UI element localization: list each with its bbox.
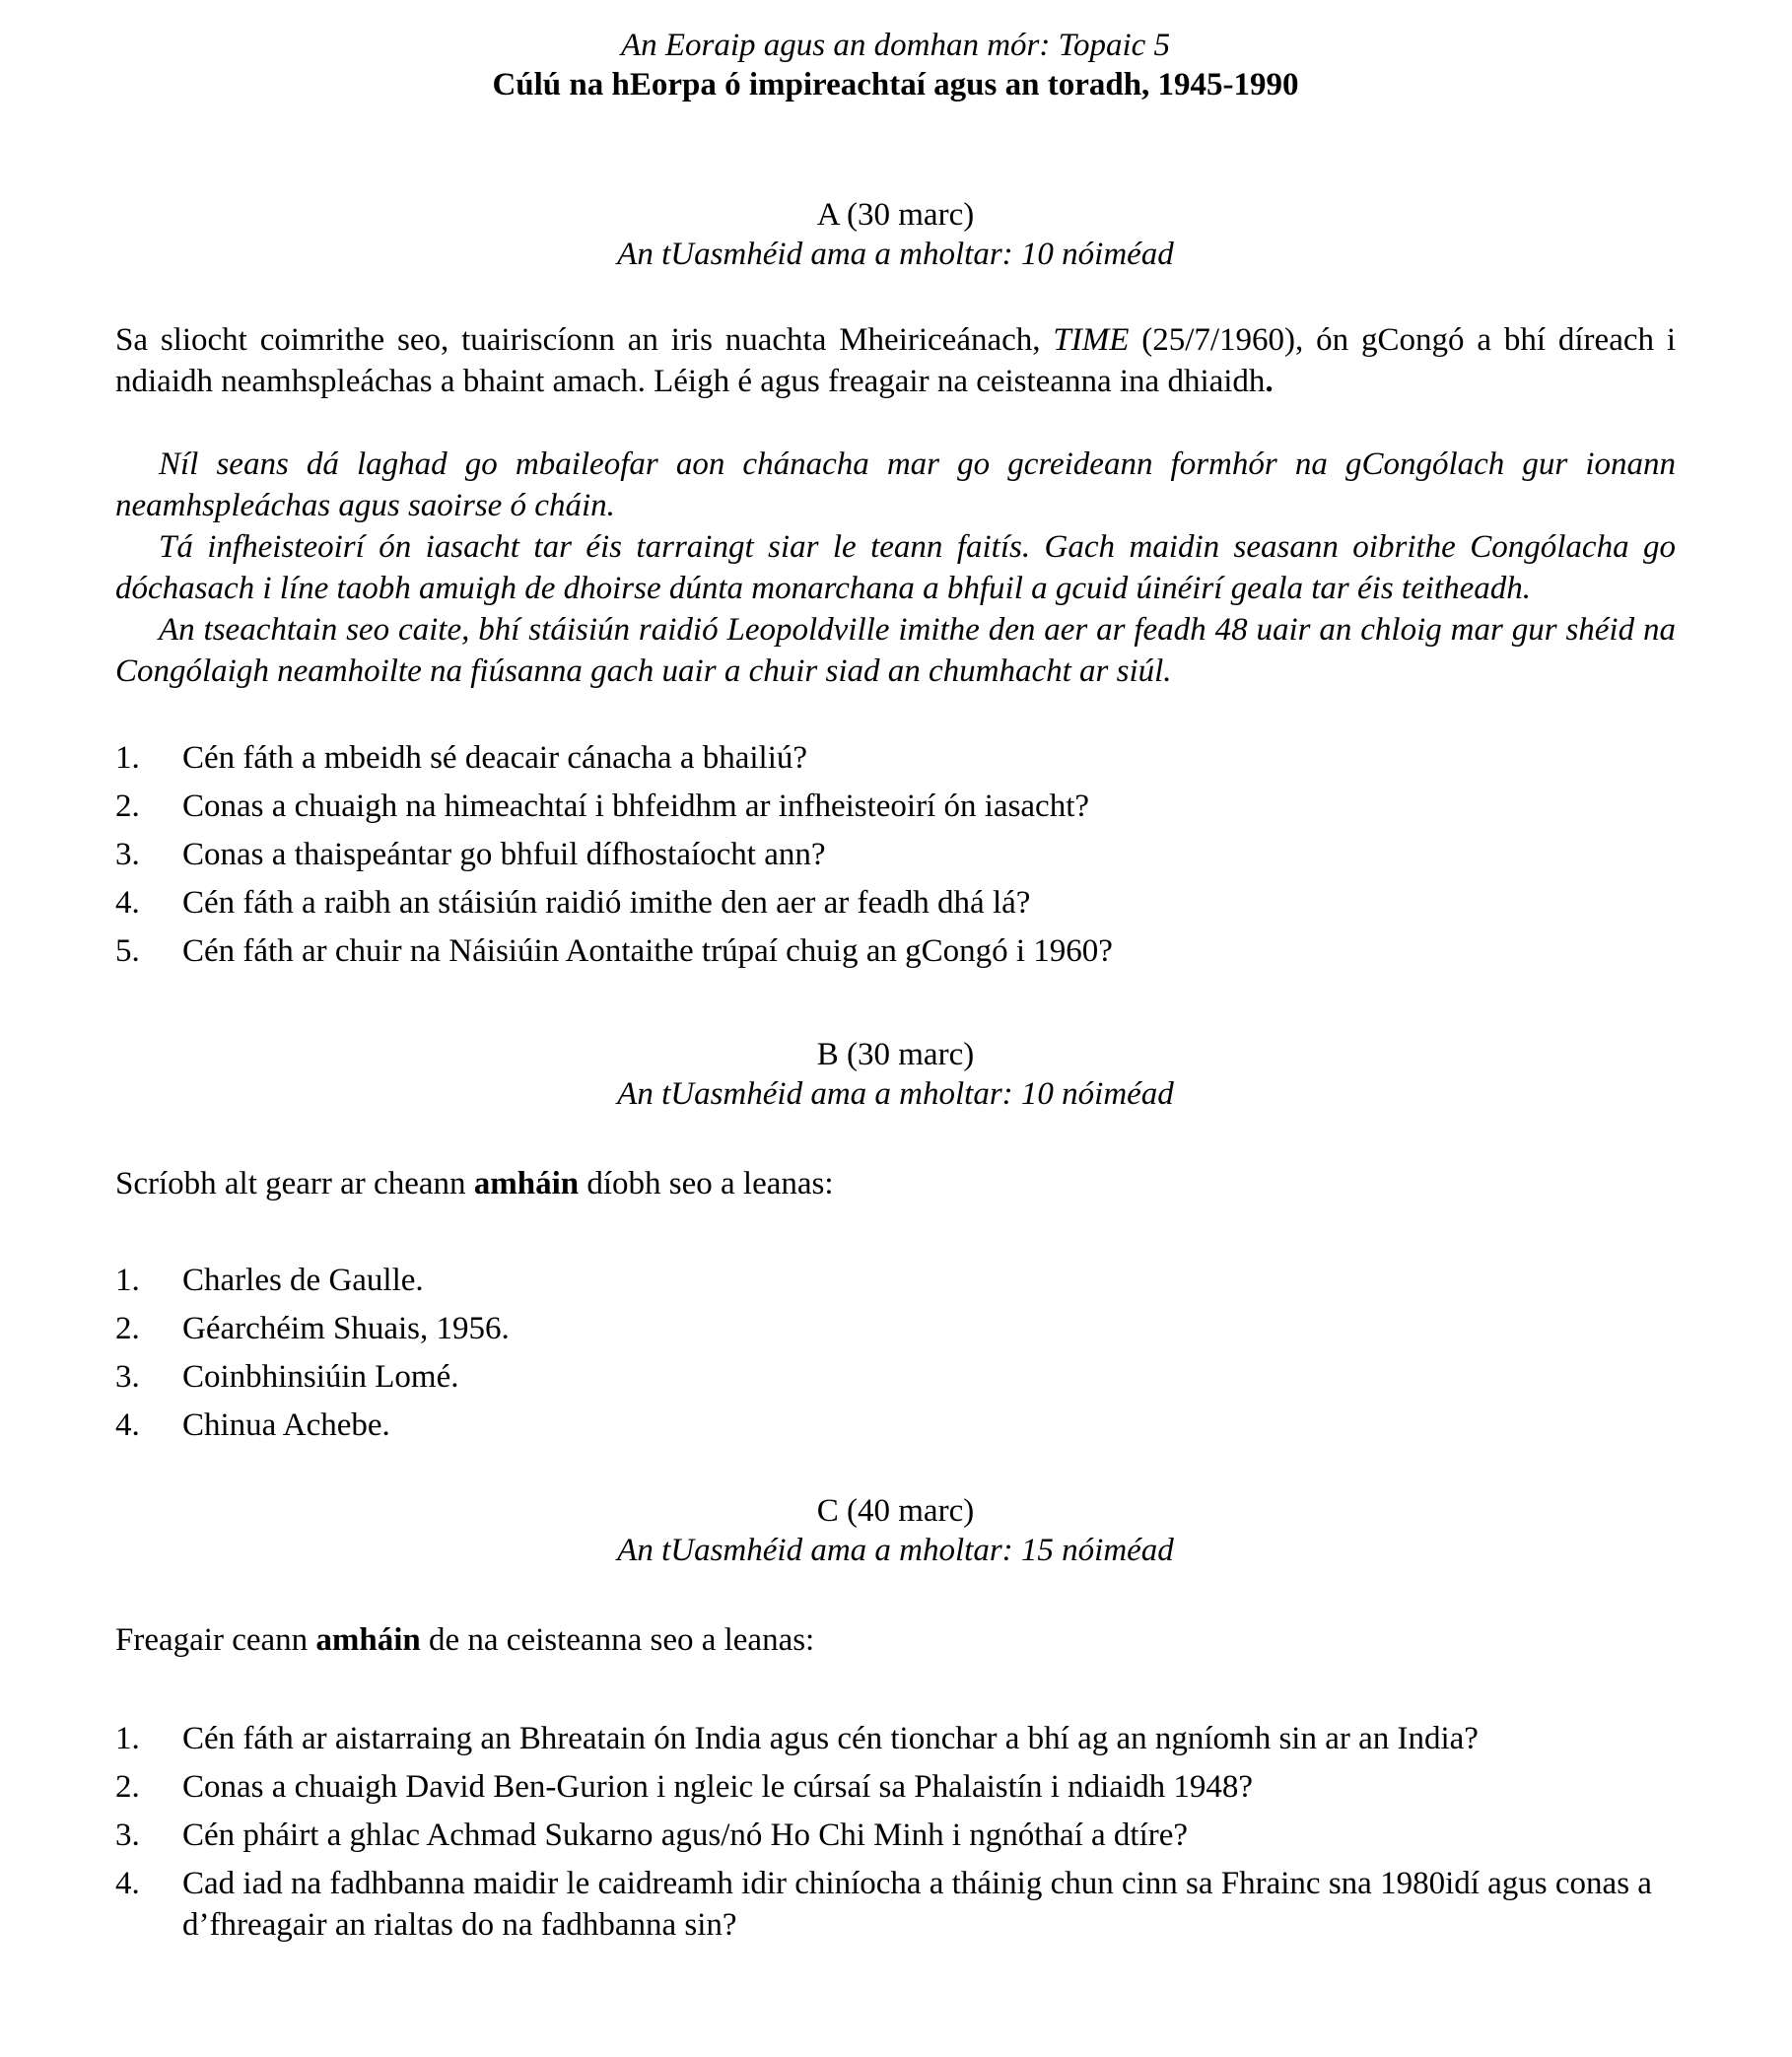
question-text: Cad iad na fadhbanna maidir le caidreamh idir chiníocha a tháinig chun cinn sa Fhrainc sna 1980idí agus conas a d’fhreagair an rialtas do na fadhbanna sin? — [182, 1866, 1652, 1943]
intro-text-3: ón gCongó a bhí díreach i ndiaidh neamhspleáchas a bhaint amach. Léigh é agus freagair na ceisteanna ina dhiaidh — [115, 322, 1677, 399]
section-a-intro — [115, 319, 1676, 402]
question-text: Conas a thaispeántar go bhfuil dífhostaíocht ann? — [182, 837, 826, 872]
question-text: Cén fáth a raibh an stáisiún raidió imithe den aer ar feadh dhá lá? — [182, 885, 1031, 921]
question-row — [115, 737, 1676, 779]
section-c-questions — [115, 1718, 1676, 1946]
topic-text: Chinua Achebe. — [182, 1407, 390, 1443]
section-b-heading: B (30 marc) — [816, 1037, 975, 1072]
title-subject-line: Cúlú na hEorpa ó impireachtaí agus an toradh, 1945-1990 — [492, 67, 1299, 103]
question-row — [115, 1718, 1676, 1759]
topic-number: 1. — [115, 1263, 140, 1298]
topic-row — [115, 1356, 1676, 1398]
instruction-text-1: Freagair ceann — [115, 1622, 316, 1658]
topic-text: Géarchéim Shuais, 1956. — [182, 1311, 510, 1346]
instruction-text-1: Scríobh alt gearr ar cheann — [115, 1166, 474, 1201]
question-number: 4. — [115, 1866, 140, 1901]
section-a-time-note: An tUasmhéid ama a mholtar: 10 nóiméad — [617, 237, 1174, 272]
document-title — [115, 26, 1676, 104]
instruction-text-2: díobh seo a leanas: — [579, 1166, 834, 1201]
section-b-time-note: An tUasmhéid ama a mholtar: 10 nóiméad — [617, 1076, 1174, 1112]
intro-end-period: . — [1265, 364, 1274, 399]
question-number: 5. — [115, 933, 140, 969]
question-row — [115, 1815, 1676, 1856]
topic-number: 4. — [115, 1407, 140, 1443]
question-number: 3. — [115, 1817, 140, 1853]
question-number: 3. — [115, 837, 140, 872]
question-text: Conas a chuaigh David Ben-Gurion i ngleic le cúrsaí sa Phalaistín i ndiaidh 1948? — [182, 1769, 1254, 1805]
instruction-emphasis: amháin — [315, 1622, 421, 1658]
question-number: 2. — [115, 1769, 140, 1805]
passage-paragraph-1: Níl seans dá laghad go mbaileofar aon chánacha mar go gcreideann formhór na gCongólach gur ionann neamhspleáchas agus saoirse ó cháin. — [115, 446, 1676, 523]
question-text: Conas a chuaigh na himeachtaí i bhfeidhm ar infheisteoirí ón iasacht? — [182, 789, 1090, 824]
section-b-instruction — [115, 1163, 1676, 1204]
intro-source-name: TIME — [1053, 322, 1130, 358]
question-number: 2. — [115, 789, 140, 824]
topic-number: 3. — [115, 1359, 140, 1395]
section-b-header — [115, 1035, 1676, 1114]
topic-row — [115, 1308, 1676, 1349]
question-row — [115, 882, 1676, 924]
question-row — [115, 1766, 1676, 1808]
topic-row — [115, 1260, 1676, 1301]
passage-paragraph-2: Tá infheisteoirí ón iasacht tar éis tarraingt siar le teann faitís. Gach maidin seasann oibrithe Congólacha go dóchasach i líne taobh amuigh de dhoirse dúnta monarchana a bhfuil a gcuid úinéirí geala tar éis teitheadh. — [115, 529, 1676, 606]
section-c-time-note: An tUasmhéid ama a mholtar: 15 nóiméad — [617, 1533, 1174, 1568]
section-a-header — [115, 195, 1676, 274]
intro-text-1: Sa sliocht coimrithe seo, tuairiscíonn an iris nuachta Mheiriceánach, — [115, 322, 1054, 358]
question-number: 1. — [115, 1721, 140, 1756]
section-c-heading: C (40 marc) — [816, 1493, 975, 1529]
question-row — [115, 930, 1676, 972]
question-row — [115, 1863, 1676, 1946]
question-number: 1. — [115, 740, 140, 776]
topic-text: Coinbhinsiúin Lomé. — [182, 1359, 459, 1395]
source-passage — [115, 444, 1676, 692]
question-text: Cén fáth a mbeidh sé deacair cánacha a bhailiú? — [182, 740, 808, 776]
instruction-emphasis: amháin — [473, 1166, 580, 1201]
topic-number: 2. — [115, 1311, 140, 1346]
section-a-heading: A (30 marc) — [816, 197, 975, 233]
section-c-instruction — [115, 1619, 1676, 1661]
section-b-topics — [115, 1260, 1676, 1446]
passage-paragraph-3: An tseachtain seo caite, bhí stáisiún raidió Leopoldville imithe den aer ar feadh 48 uair an chloig mar gur shéid na Congólaigh neamhoilte na fiúsanna gach uair a chuir siad an chumhacht ar siúl. — [115, 612, 1676, 689]
title-topic-line: An Eoraip agus an domhan mór: Topaic 5 — [620, 28, 1171, 63]
topic-text: Charles de Gaulle. — [182, 1263, 424, 1298]
question-row — [115, 786, 1676, 827]
section-a-questions — [115, 737, 1676, 972]
intro-text-2: (25/7/1960), — [1129, 322, 1317, 358]
instruction-text-2: de na ceisteanna seo a leanas: — [420, 1622, 815, 1658]
question-text: Cén pháirt a ghlac Achmad Sukarno agus/nó Ho Chi Minh i ngnóthaí a dtíre? — [182, 1817, 1189, 1853]
topic-row — [115, 1405, 1676, 1446]
question-number: 4. — [115, 885, 140, 921]
question-row — [115, 834, 1676, 875]
question-text: Cén fáth ar chuir na Náisiúin Aontaithe trúpaí chuig an gCongó i 1960? — [182, 933, 1113, 969]
question-text: Cén fáth ar aistarraing an Bhreatain ón India agus cén tionchar a bhí ag an ngníomh sin ar an India? — [182, 1721, 1479, 1756]
section-c-header — [115, 1491, 1676, 1570]
